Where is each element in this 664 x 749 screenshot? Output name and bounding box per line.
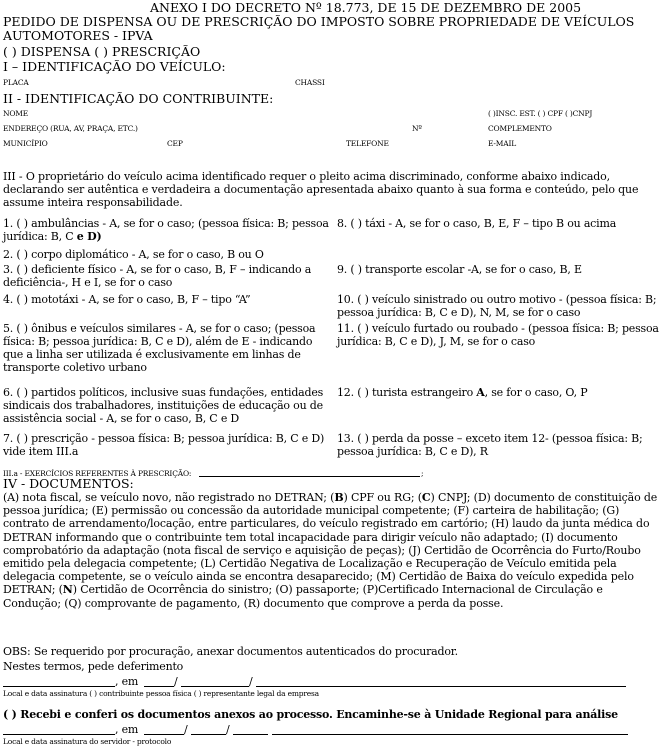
docs-bold-b: B — [334, 491, 344, 504]
item-10[interactable]: 10. ( ) veículo sinistrado ou outro motivo - (pessoa física: B; pessoa jurídica: B, C e D), N, M, se for o caso — [337, 293, 657, 319]
placa-label: PLACA — [3, 78, 29, 87]
complemento-label: COMPLEMENTO — [488, 124, 552, 133]
municipio-label: MUNICÍPIO — [3, 139, 48, 148]
exercicios-label: III.a - EXERCÍCIOS REFERENTES À PRESCRIÇÃO: — [3, 469, 192, 478]
docs-text-c: ) CNPJ; (D) documento de constituição de pessoa jurídica; (E) permissão ou concessão da autoridade municipal competente; (F) carteira de habilitação; (G) contrato de arrendamento/locação, entre particulares, do veículo registrado em cartório; (H) laudo da junta médica do DETRAN informando que o contribuinte tem total incapacidade para dirigir veículo não adaptado; (I) documento comprobatório da adaptação (nota fiscal de serviço e aquisição de peças); (J) Certidão de Ocorrência do Furto/Roubo emitido pela delegacia competente; (L) Certidão Negativa de Localização e Recuperação de Veículo emitida pela delegacia competente, se o veículo ainda se encontra desaparecido; (M) Certidão de Baixa do veículo expedida pelo DETRAN; ( — [3, 491, 658, 597]
section-taxpayer-title: II - IDENTIFICAÇÃO DO CONTRIBUINTE: — [3, 91, 274, 106]
year-field-2[interactable] — [233, 734, 268, 735]
item-7[interactable]: 7. ( ) prescrição - pessoa física: B; pessoa jurídica: B, C e D) vide item III.a — [3, 432, 325, 458]
docs-text-n: ) Certidão de Ocorrência do sinistro; (O) passaporte; (P)Certificado Internacional de Circulação e Condução; (Q) comprovante de pagamento, (R) documento que comprove a perda da posse. — [3, 583, 603, 610]
nome-label: NOME — [3, 109, 29, 118]
item-5[interactable]: 5. ( ) ônibus e veículos similares - A, se for o caso; (pessoa física: B; pessoa jurídica: B, C e D), além de E - indicando que a linha ser utilizada é exclusivamente em linhas de transporte coletivo urbano — [3, 322, 316, 374]
item-1[interactable] — [3, 217, 333, 243]
section-vehicle-title: I – IDENTIFICAÇÃO DO VEÍCULO: — [3, 59, 226, 74]
item-1-bold: e D) — [76, 230, 102, 243]
email-label: E-MAIL — [488, 139, 516, 148]
item-11[interactable]: 11. ( ) veículo furtado ou roubado - (pessoa física: B; pessoa jurídica: B, C e D), J, M, se for o caso — [337, 322, 659, 348]
item-12-bold: A — [476, 386, 485, 399]
item-1-text: 1. ( ) ambulâncias - A, se for o caso; (pessoa física: B; pessoa jurídica: B, C — [3, 217, 329, 243]
em-label-1: , em — [115, 675, 139, 688]
item-9[interactable]: 9. ( ) transporte escolar -A, se for o caso, B, E — [337, 263, 582, 276]
telefone-label: TELEFONE — [346, 139, 389, 148]
request-title-line1: PEDIDO DE DISPENSA OU DE PRESCRIÇÃO DO IMPOSTO SOBRE PROPRIEDADE DE VEÍCULOS — [3, 14, 635, 29]
signature-field-2[interactable] — [272, 734, 628, 735]
docs-text-a: (A) nota fiscal, se veículo novo, não registrado no DETRAN; ( — [3, 491, 335, 504]
section-request-intro: III - O proprietário do veículo acima identificado requer o pleito acima discriminado, conforme abaixo indicado, declarando ser autêntica e verdadeira a documentação apresentada abaixo quanto à sua forma e conteúdo, pelo que assume inteira responsabilidade. — [3, 170, 639, 210]
signature-caption-1: Local e data assinatura ( ) contribuinte pessoa física ( ) representante legal da empresa — [3, 689, 319, 698]
exercicios-end: ; — [421, 469, 424, 478]
obs-note: OBS: Se requerido por procuração, anexar documentos autenticados do procurador. — [3, 645, 458, 658]
endereco-label: ENDEREÇO (RUA, AV, PRAÇA, ETC.) — [3, 124, 138, 133]
local-field-2[interactable] — [3, 734, 115, 735]
docs-bold-n: N — [62, 583, 73, 597]
em-label-2: , em — [115, 723, 139, 736]
month-field-1[interactable] — [181, 686, 249, 687]
request-type-options[interactable]: ( ) DISPENSA ( ) PRESCRIÇÃO — [3, 44, 201, 59]
slash-2a: / — [184, 723, 188, 736]
cep-label: CEP — [167, 139, 183, 148]
item-8[interactable]: 8. ( ) táxi - A, se for o caso, B, E, F – tipo B ou acima — [337, 217, 617, 230]
docs-text-b: ) CPF ou RG; ( — [343, 491, 422, 504]
document-title: ANEXO I DO DECRETO Nº 18.773, DE 15 DE DEZEMBRO DE 2005 — [150, 0, 582, 15]
request-title-line2: AUTOMOTORES - IPVA — [3, 28, 153, 43]
deferimento-text: Nestes termos, pede deferimento — [3, 660, 184, 673]
chassi-label: CHASSI — [295, 78, 325, 87]
day-field-1[interactable] — [144, 686, 174, 687]
slash-2b: / — [226, 723, 230, 736]
item-12-text: 12. ( ) turista estrangeiro — [337, 386, 473, 399]
numero-label: Nº — [412, 124, 422, 133]
documents-list — [3, 491, 658, 610]
item-6[interactable]: 6. ( ) partidos políticos, inclusive suas fundações, entidades sindicais dos trabalhadores, instituições de educação ou de assistência social - A, se for o caso, B, C e D — [3, 386, 324, 425]
local-field-1[interactable] — [3, 686, 115, 687]
signature-caption-2: Local e data assinatura do servidor - protocolo — [3, 737, 172, 746]
slash-1b: / — [249, 675, 253, 688]
docs-bold-c: C — [421, 491, 431, 504]
slash-1a: / — [174, 675, 178, 688]
item-13[interactable]: 13. ( ) perda da posse – exceto item 12- (pessoa física: B; pessoa jurídica: B, C e D), R — [337, 432, 643, 458]
item-12-tail: , se for o caso, O, P — [484, 386, 588, 399]
section-documents-title: IV - DOCUMENTOS: — [3, 476, 134, 491]
signature-field-1[interactable] — [256, 686, 626, 687]
receipt-statement[interactable]: ( ) Recebi e conferi os documentos anexos ao processo. Encaminhe-se à Unidade Regional para análise — [3, 708, 618, 721]
day-field-2[interactable] — [144, 734, 184, 735]
item-12[interactable] — [337, 386, 659, 399]
item-2[interactable]: 2. ( ) corpo diplomático - A, se for o caso, B ou O — [3, 248, 264, 261]
month-field-2[interactable] — [191, 734, 226, 735]
doc-type-options[interactable]: ( )INSC. EST. ( ) CPF ( )CNPJ — [488, 109, 593, 118]
item-4[interactable]: 4. ( ) mototáxi - A, se for o caso, B, F – tipo “A” — [3, 293, 251, 306]
item-3[interactable]: 3. ( ) deficiente físico - A, se for o caso, B, F – indicando a deficiência-, H e I, se for o caso — [3, 263, 312, 289]
exercicios-field[interactable] — [199, 476, 420, 477]
